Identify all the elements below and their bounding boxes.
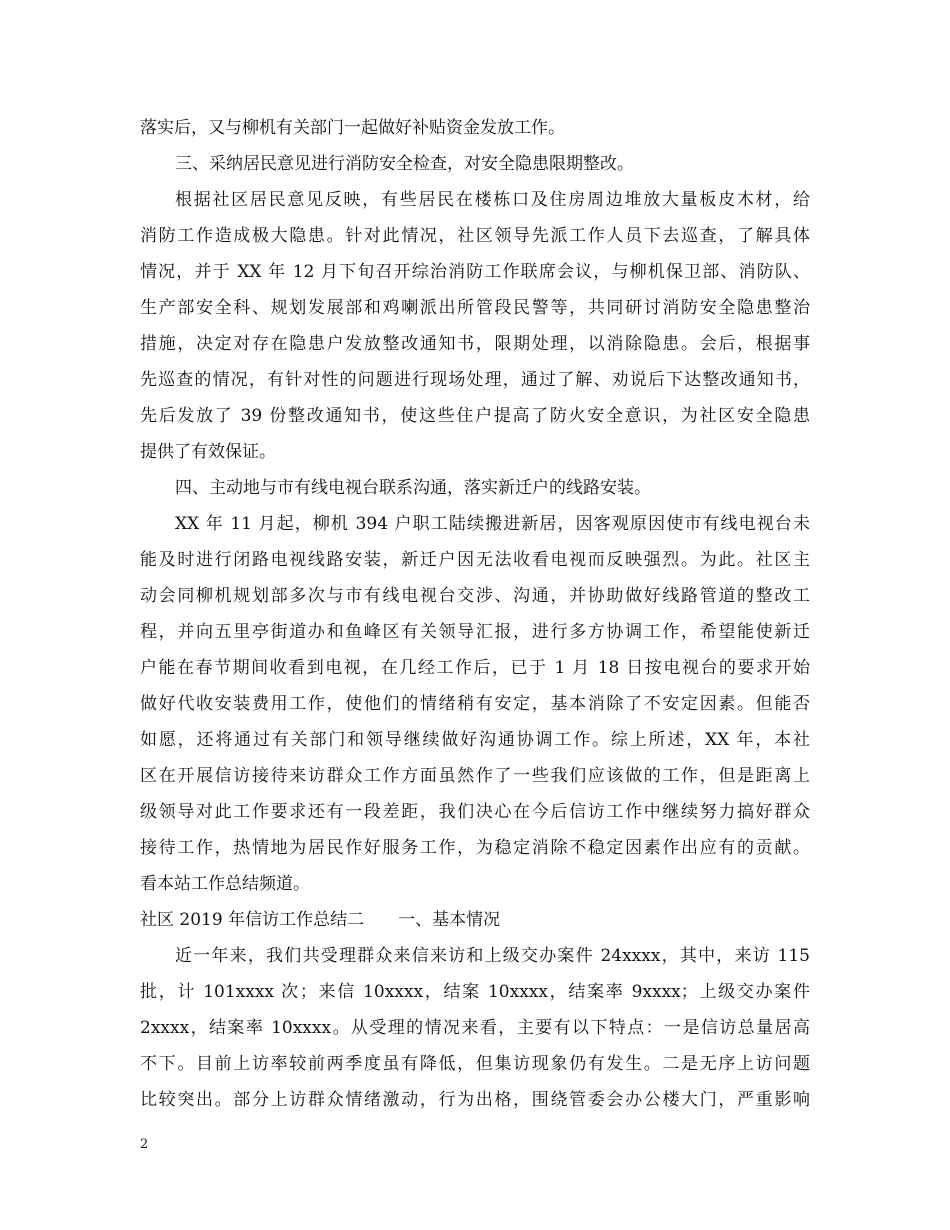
text-line: 近一年来，我们共受理群众来信来访和上级交办案件 24xxxx，其中，来访 115 <box>175 946 810 966</box>
text-line: 能及时进行闭路电视线路安装，新迁户因无法收看电视而反映强烈。为此。社区主 <box>140 550 810 570</box>
text-line: 程，并向五里亭街道办和鱼峰区有关领导汇报，进行多方协调工作，希望能使新迁 <box>140 622 810 642</box>
text-line: 接待工作，热情地为居民作好服务工作，为稳定消除不稳定因素作出应有的贡献。 <box>140 838 810 858</box>
text-line: 情况，并于 XX 年 12 月下旬召开综治消防工作联席会议，与柳机保卫部、消防队、 <box>140 262 810 282</box>
section-title: 社区 2019 年信访工作总结二 一、基本情况 <box>140 910 501 930</box>
section-heading: 三、采纳居民意见进行消防安全检查，对安全隐患限期整改。 <box>175 154 634 174</box>
text-line: 2xxxx，结案率 10xxxx。从受理的情况来看，主要有以下特点：一是信访总量居高 <box>140 1018 810 1038</box>
text-line: 不下。目前上访率较前两季度虽有降低，但集访现象仍有发生。二是无序上访问题 <box>140 1054 810 1074</box>
text-line: 比较突出。部分上访群众情绪激动，行为出格，围绕管委会办公楼大门，严重影响 <box>140 1090 810 1110</box>
text-line: 看本站工作总结频道。 <box>140 874 310 894</box>
text-line: 动会同柳机规划部多次与市有线电视台交涉、沟通，并协助做好线路管道的整改工 <box>140 586 810 606</box>
text-line: 批，计 101xxxx 次；来信 10xxxx，结案 10xxxx，结案率 9xxxx；上级交办案件 <box>140 982 810 1002</box>
text-line: 先后发放了 39 份整改通知书，使这些住户提高了防火安全意识，为社区安全隐患 <box>140 406 810 426</box>
text-line: 根据社区居民意见反映，有些居民在楼栋口及住房周边堆放大量板皮木材，给 <box>175 190 810 210</box>
text-line: 生产部安全科、规划发展部和鸡喇派出所管段民警等，共同研讨消防安全隐患整治 <box>140 298 810 318</box>
text-line: 措施，决定对存在隐患户发放整改通知书，限期处理，以消除隐患。会后，根据事 <box>140 334 810 354</box>
text-line: 做好代收安装费用工作，使他们的情绪稍有安定，基本消除了不安定因素。但能否 <box>140 694 810 714</box>
text-line: 提供了有效保证。 <box>140 442 276 462</box>
text-line: XX 年 11 月起，柳机 394 户职工陆续搬进新居，因客观原因使市有线电视台未 <box>175 514 810 534</box>
text-line: 如愿，还将通过有关部门和领导继续做好沟通协调工作。综上所述，XX 年，本社 <box>140 730 810 750</box>
page-number: 2 <box>140 1137 149 1152</box>
text-line: 落实后，又与柳机有关部门一起做好补贴资金发放工作。 <box>140 118 565 138</box>
text-line: 先巡查的情况，有针对性的问题进行现场处理，通过了解、劝说后下达整改通知书， <box>140 370 810 390</box>
section-heading: 四、主动地与市有线电视台联系沟通，落实新迁户的线路安装。 <box>175 478 651 498</box>
text-line: 级领导对此工作要求还有一段差距，我们决心在今后信访工作中继续努力搞好群众 <box>140 802 810 822</box>
text-line: 区在开展信访接待来访群众工作方面虽然作了一些我们应该做的工作，但是距离上 <box>140 766 810 786</box>
text-line: 户能在春节期间收看到电视，在几经工作后，已于 1 月 18 日按电视台的要求开始 <box>140 658 810 678</box>
text-line: 消防工作造成极大隐患。针对此情况，社区领导先派工作人员下去巡查，了解具体 <box>140 226 810 246</box>
